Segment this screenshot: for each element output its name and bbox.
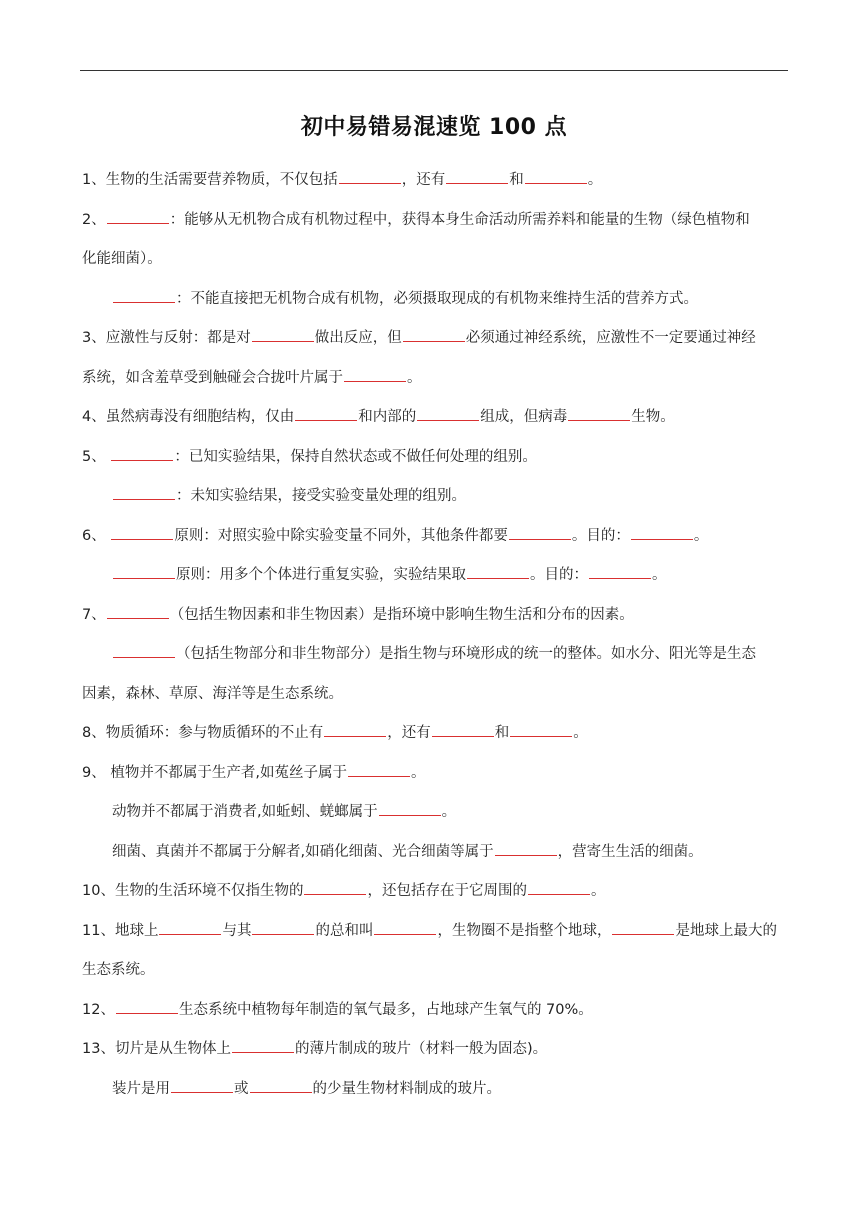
text-segment: ，营寄生生活的细菌。 [557, 843, 703, 860]
fill-in-blank[interactable] [631, 525, 693, 540]
text-line [82, 833, 788, 873]
text-segment: 。 [590, 883, 606, 899]
fill-in-blank[interactable] [304, 880, 366, 895]
text-segment: 4、虽然病毒没有细胞结构，仅由 [82, 409, 295, 425]
text-segment: ，还有 [387, 725, 431, 741]
text-line [82, 714, 788, 754]
text-segment: 3、应激性与反射：都是对 [82, 330, 251, 346]
text-segment: 动物并不都属于消费者,如蚯蚓、蜣螂属于 [112, 804, 378, 820]
text-line [82, 477, 788, 517]
text-segment: （包括生物因素和非生物因素）是指环境中影响生物生活和分布的因素。 [169, 606, 634, 623]
text-segment: 和 [509, 172, 524, 188]
fill-in-blank[interactable] [250, 1078, 312, 1093]
text-segment: 化能细菌）。 [82, 251, 162, 267]
fill-in-blank[interactable] [339, 169, 401, 184]
fill-in-blank[interactable] [171, 1078, 233, 1093]
fill-in-blank[interactable] [379, 801, 441, 816]
fill-in-blank[interactable] [107, 209, 169, 224]
fill-in-blank[interactable] [612, 920, 674, 935]
text-segment: 9、 植物并不都属于生产者,如菟丝子属于 [82, 764, 347, 781]
text-segment: 。 [407, 369, 422, 386]
text-segment: 和内部的 [358, 409, 417, 425]
text-segment: 12、 [82, 1001, 115, 1018]
text-segment: 必须通过神经系统，应激性不一定要通过神经 [465, 330, 756, 346]
fill-in-blank[interactable] [295, 406, 357, 421]
text-line [82, 1030, 788, 1070]
text-line [82, 319, 788, 359]
text-segment: 组成，但病毒 [480, 409, 568, 425]
fill-in-blank[interactable] [525, 169, 587, 184]
text-segment: 细菌、真菌并不都属于分解者,如硝化细菌、光合细菌等属于 [112, 843, 494, 860]
text-segment: 或 [234, 1080, 249, 1097]
fill-in-blank[interactable] [528, 880, 590, 895]
text-line [82, 240, 788, 280]
text-line [82, 912, 788, 952]
text-segment: 做出反应，但 [314, 330, 402, 346]
text-segment: 。目的： [571, 527, 630, 544]
text-segment: 装片是用 [112, 1080, 170, 1097]
fill-in-blank[interactable] [568, 406, 630, 421]
text-line [82, 556, 788, 596]
text-segment: 生态系统中植物每年制造的氧气最多，占地球产生氧气的 70%。 [178, 1001, 593, 1018]
text-segment: 。 [441, 804, 457, 820]
text-segment: ，还包括存在于它周围的 [367, 883, 527, 899]
text-line [82, 201, 788, 241]
fill-in-blank[interactable] [111, 525, 173, 540]
text-line [82, 991, 788, 1031]
text-line [82, 596, 788, 636]
fill-in-blank[interactable] [344, 367, 406, 382]
fill-in-blank[interactable] [374, 920, 436, 935]
header-rule [80, 70, 788, 71]
text-segment: ：能够从无机物合成有机物过程中，获得本身生命活动所需养料和能量的生物（绿色植物和 [169, 211, 750, 228]
text-line [82, 359, 788, 399]
text-line [82, 398, 788, 438]
fill-in-blank[interactable] [113, 288, 175, 303]
fill-in-blank[interactable] [417, 406, 479, 421]
text-segment: 生物。 [631, 409, 675, 425]
text-segment: 。 [410, 764, 426, 781]
text-segment: 。目的： [530, 567, 588, 583]
text-line [82, 438, 788, 478]
fill-in-blank[interactable] [509, 525, 571, 540]
text-segment: 的总和叫 [315, 922, 374, 939]
text-line [82, 280, 788, 320]
text-segment: 11、地球上 [82, 922, 159, 939]
text-segment: ，生物圈不是指整个地球， [437, 922, 612, 939]
text-line [82, 872, 788, 912]
text-line [82, 675, 788, 715]
fill-in-blank[interactable] [252, 327, 314, 342]
text-line [82, 1070, 788, 1110]
text-segment: 原则：对照实验中除实验变量不同外，其他条件都要 [174, 527, 508, 544]
text-segment: 1、生物的生活需要营养物质，不仅包括 [82, 172, 338, 188]
fill-in-blank[interactable] [510, 722, 572, 737]
text-segment: 13、切片是从生物体上 [82, 1041, 231, 1057]
text-segment: 系统，如含羞草受到触碰会合拢叶片属于 [82, 369, 343, 386]
fill-in-blank[interactable] [446, 169, 508, 184]
fill-in-blank[interactable] [113, 485, 175, 500]
fill-in-blank[interactable] [589, 564, 651, 579]
text-segment: 。 [693, 527, 709, 544]
text-segment: 8、物质循环：参与物质循环的不止有 [82, 725, 324, 741]
fill-in-blank[interactable] [113, 643, 175, 658]
fill-in-blank[interactable] [348, 762, 410, 777]
text-segment: 和 [494, 725, 510, 741]
text-line [82, 793, 788, 833]
text-segment: 的少量生物材料制成的玻片。 [312, 1080, 501, 1097]
fill-in-blank[interactable] [324, 722, 386, 737]
fill-in-blank[interactable] [113, 564, 175, 579]
fill-in-blank[interactable] [159, 920, 221, 935]
page-title: 初中易错易混速览 100 点 [300, 115, 568, 140]
fill-in-blank[interactable] [107, 604, 169, 619]
text-segment: ：未知实验结果，接受实验变量处理的组别。 [176, 488, 466, 504]
text-segment: ：不能直接把无机物合成有机物，必须摄取现成的有机物来维持生活的营养方式。 [176, 290, 698, 307]
fill-in-blank[interactable] [111, 446, 173, 461]
text-segment: （包括生物部分和非生物部分）是指生物与环境形成的统一的整体。如水分、阳光等是生态 [176, 646, 756, 662]
text-segment: 。 [587, 172, 603, 188]
text-segment: 10、生物的生活环境不仅指生物的 [82, 883, 304, 899]
fill-in-blank[interactable] [252, 920, 314, 935]
text-segment: 7、 [82, 606, 106, 623]
text-segment: 是地球上最大的 [675, 922, 777, 939]
text-segment: 的薄片制成的玻片（材料一般为固态)。 [294, 1041, 548, 1057]
text-segment: 2、 [82, 211, 106, 228]
fill-in-blank[interactable] [116, 999, 178, 1014]
fill-in-blank[interactable] [467, 564, 529, 579]
question-list [82, 161, 788, 1109]
text-segment: 原则：用多个个体进行重复实验，实验结果取 [176, 567, 466, 583]
text-line [82, 635, 788, 675]
fill-in-blank[interactable] [495, 841, 557, 856]
text-segment: 6、 [82, 527, 111, 544]
text-segment: 。 [652, 567, 667, 583]
text-segment: 因素，森林、草原、海洋等是生态系统。 [82, 685, 343, 702]
text-segment: 生态系统。 [82, 962, 155, 978]
fill-in-blank[interactable] [432, 722, 494, 737]
text-segment: 。 [573, 725, 588, 741]
text-segment: 与其 [222, 922, 252, 939]
text-segment: ，还有 [401, 172, 446, 188]
text-line [82, 517, 788, 557]
text-segment: ：已知实验结果，保持自然状态或不做任何处理的组别。 [174, 448, 537, 465]
fill-in-blank[interactable] [403, 327, 465, 342]
text-line [82, 951, 788, 991]
text-line [82, 754, 788, 794]
text-line [82, 161, 788, 201]
fill-in-blank[interactable] [232, 1038, 294, 1053]
text-segment: 5、 [82, 448, 111, 465]
